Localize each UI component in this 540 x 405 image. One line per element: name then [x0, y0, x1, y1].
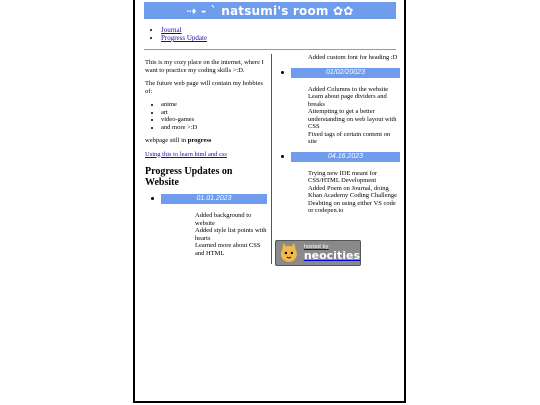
- update-list: [308, 54, 400, 62]
- bullet-icon: [151, 197, 154, 200]
- update-item: Learn about page dividers and breaks: [308, 93, 387, 108]
- hobby-item: • art: [161, 109, 267, 117]
- bullet-icon: [281, 155, 284, 158]
- badge-text: [304, 245, 360, 261]
- update-item: Learned more about CSS and HTML: [195, 242, 261, 257]
- update-item: Trying new IDE meant for CSS/HTML Development: [308, 169, 378, 184]
- update-item: Added style list points with hearts: [195, 227, 267, 242]
- site-banner: [144, 2, 396, 19]
- update-item: Deabting on using either VS code or codepen.io: [308, 199, 396, 214]
- intro-text: This is my cozy place on the internet, where I want to practice my coding skills >:D.: [145, 59, 264, 74]
- bullet-icon: [281, 71, 284, 74]
- date-header: 01.01.2023: [161, 194, 267, 204]
- left-column: [145, 59, 267, 263]
- date-entry: [291, 68, 400, 78]
- nav-link-progress-update[interactable]: Progress Update: [161, 34, 208, 42]
- badge-small-text: hosted by: [303, 244, 329, 250]
- page-divider: [144, 49, 396, 50]
- update-item: Added custom font for heading :D: [308, 54, 398, 61]
- badge-big-text: neocities: [303, 249, 360, 262]
- date-entry: [291, 152, 400, 162]
- nav-link-journal[interactable]: Journal: [161, 26, 182, 34]
- update-item: Attempting to get a better understanding on web layout with CSS: [308, 108, 397, 130]
- hobby-item: • video-games: [161, 116, 267, 124]
- update-list: [308, 86, 400, 146]
- hobby-item: • anime: [161, 101, 267, 109]
- progress-heading: Progress Updates on Website: [145, 166, 233, 188]
- update-item: Added background to website: [195, 212, 252, 227]
- learn-link[interactable]: Using this to learn html and css: [145, 150, 227, 158]
- neocities-badge[interactable]: [275, 240, 361, 266]
- date-entry: [161, 194, 267, 204]
- update-list: [179, 212, 267, 257]
- cat-mascot-icon: [278, 242, 300, 264]
- hobby-item: • and more >:D: [161, 124, 267, 132]
- column-divider: [271, 54, 272, 264]
- nav-list: [149, 26, 207, 42]
- update-item: Fixed tags of certain content on site: [308, 130, 391, 145]
- site-title: ⇢ - ` natsumi's room ✿✿: [186, 3, 354, 18]
- status-bold: progress: [187, 137, 212, 144]
- update-list: [308, 170, 400, 215]
- update-item: Added Poem on Journal, doing Khan Academy Coding Challenge: [308, 184, 397, 199]
- date-header: 01/02/20023: [291, 68, 400, 78]
- nav-item: [161, 34, 207, 42]
- status-prefix: webpage still in: [145, 137, 188, 144]
- right-column: [275, 54, 400, 215]
- status-text: [145, 137, 267, 145]
- hobbies-list: [145, 101, 267, 131]
- nav-item: [161, 26, 207, 34]
- update-item: Added Columns to the website: [308, 85, 389, 93]
- date-header: 04.16.2023: [291, 152, 400, 162]
- page-frame: [133, 0, 406, 403]
- future-text: The future web page will contain my hobbies of:: [145, 80, 263, 95]
